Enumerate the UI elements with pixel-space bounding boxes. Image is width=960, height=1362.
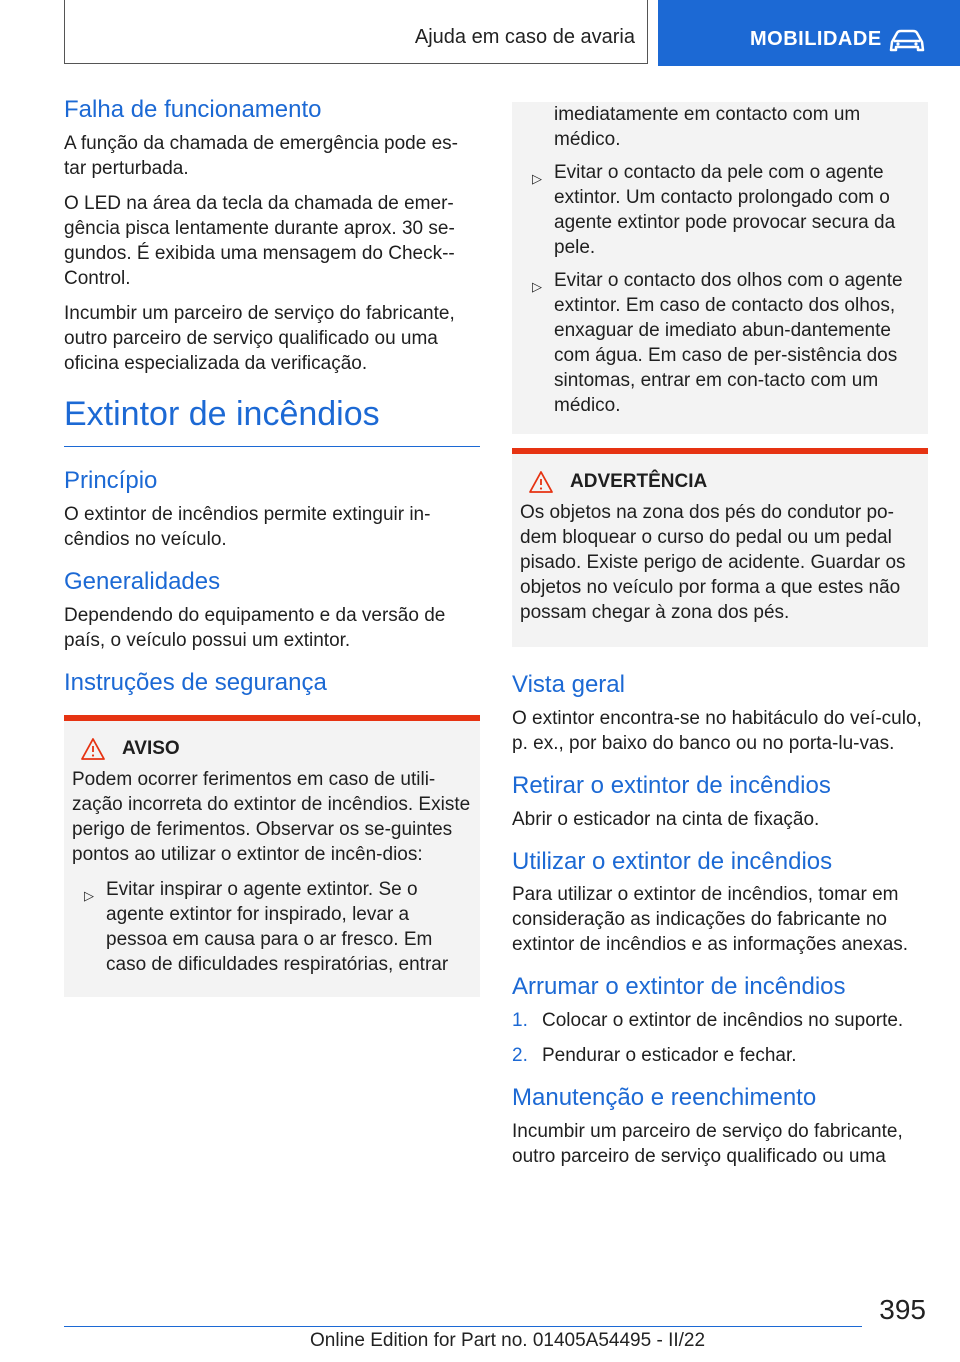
list-item — [72, 877, 472, 977]
paragraph-utilizar: Para utilizar o extintor de incêndios, tomar em consideração as indicações do fabricante no extintor de incêndios e as informações anexas. — [512, 884, 909, 956]
paragraph-generalidades: Dependendo do equipamento e da versão de país, o veículo possui um extintor. — [64, 604, 446, 651]
warning-box-aviso — [64, 715, 480, 997]
paragraph-principio: O extintor de incêndios permite extinguir in-cêndios no veículo. — [64, 503, 431, 550]
step-number: 2. — [512, 1045, 528, 1067]
page-number: 395 — [879, 1294, 926, 1325]
paragraph-retirar: Abrir o esticador na cinta de fixação. — [512, 808, 820, 830]
list-item — [520, 268, 920, 418]
warning-box-continued — [512, 102, 928, 434]
left-column — [64, 96, 480, 1017]
list-item — [512, 1043, 928, 1068]
list-item-text: Evitar inspirar o agente extintor. Se o agente extintor for inspirado, levar a pessoa em causa para o ar fresco. Em caso de dificuldades respiratórias, entrar — [106, 879, 449, 976]
warning-text: Podem ocorrer ferimentos em caso de utili-zação incorreta do extintor de incêndios. Existe perigo de ferimentos. Observar os se-guintes pontos ao utilizar o extintor de incên-dios: — [72, 769, 471, 866]
chapter-title: Extintor de incêndios — [64, 394, 380, 433]
warning-header — [520, 470, 920, 494]
heading-generalidades: Generalidades — [64, 567, 221, 595]
list-item-text: Evitar o contacto dos olhos com o agente extintor. Em caso de contacto dos olhos, enxaguar de imediato abun-dantemente com água. Em caso de per-sistência dos sintomas, entrar em con-tacto com um médico. — [554, 270, 903, 416]
warning-title: AVISO — [122, 738, 180, 760]
step-text: Colocar o extintor de incêndios no suporte. — [542, 1010, 904, 1032]
step-text: Pendurar o esticador e fechar. — [542, 1045, 797, 1067]
header-section-box — [64, 0, 648, 64]
list-item — [520, 160, 920, 260]
section-title: Ajuda em caso de avaria — [414, 26, 635, 48]
heading-vista-geral: Vista geral — [512, 671, 625, 698]
chapter-rule — [64, 446, 480, 447]
paragraph-falha-1: A função da chamada de emergência pode es-tar perturbada. — [64, 132, 458, 179]
warning-list — [72, 877, 472, 977]
warning-triangle-icon — [528, 470, 554, 494]
warning-header — [72, 737, 472, 761]
paragraph-manutencao: Incumbir um parceiro de serviço do fabricante, outro parceiro de serviço qualificado ou uma — [512, 1120, 903, 1167]
list-item-continued — [520, 102, 920, 152]
warning-triangle-icon — [80, 737, 106, 761]
heading-manutencao: Manutenção e reenchimento — [512, 1084, 817, 1112]
triangle-bullet-icon: ▷ — [84, 888, 94, 904]
list-item-text: Evitar o contacto da pele com o agente extintor. Um contacto prolongado com o agente extintor pode provocar secura da pele. — [554, 162, 896, 258]
car-icon — [888, 28, 926, 54]
warning-title: ADVERTÊNCIA — [570, 471, 708, 492]
tab-label: MOBILIDADE — [750, 28, 882, 50]
footer-rule — [64, 1326, 862, 1327]
steps-list — [512, 1008, 928, 1068]
mobility-tab[interactable] — [658, 0, 960, 66]
triangle-bullet-icon: ▷ — [532, 279, 542, 294]
right-column — [512, 102, 928, 1179]
triangle-bullet-icon: ▷ — [532, 171, 542, 186]
list-item — [512, 1008, 928, 1033]
warning-text: Os objetos na zona dos pés do condutor po-dem bloquear o curso do pedal ou um pedal pisado. Existe perigo de acidente. Guardar os objetos no veículo por forma a que estes não possam chegar à zona dos pés. — [520, 502, 906, 623]
footer-edition: Online Edition for Part no. 01405A54495 - II/22 — [310, 1330, 706, 1351]
heading-principio: Princípio — [64, 466, 158, 494]
heading-falha: Falha de funcionamento — [64, 96, 322, 123]
paragraph-falha-2: O LED na área da tecla da chamada de emer-gência pisca lentamente durante aprox. 30 se-gundos. É exibida uma mensagem do Check--Control. — [64, 192, 455, 289]
heading-retirar: Retirar o extintor de incêndios — [512, 771, 831, 799]
paragraph-falha-3: Incumbir um parceiro de serviço do fabricante, outro parceiro de serviço qualificado ou uma oficina especializada da verificação. — [64, 302, 455, 374]
heading-utilizar: Utilizar o extintor de incêndios — [512, 847, 833, 875]
warning-box-advertencia — [512, 448, 928, 647]
heading-arrumar: Arrumar o extintor de incêndios — [512, 973, 846, 1001]
heading-instrucoes: Instruções de segurança — [64, 668, 327, 696]
list-item-text: imediatamente em contacto com um médico. — [554, 104, 861, 150]
paragraph-vista-geral: O extintor encontra-se no habitáculo do veí-culo, p. ex., por baixo do banco ou no porta-lu-vas. — [512, 707, 922, 754]
warning-list-continued — [520, 102, 920, 418]
step-number: 1. — [512, 1010, 528, 1032]
